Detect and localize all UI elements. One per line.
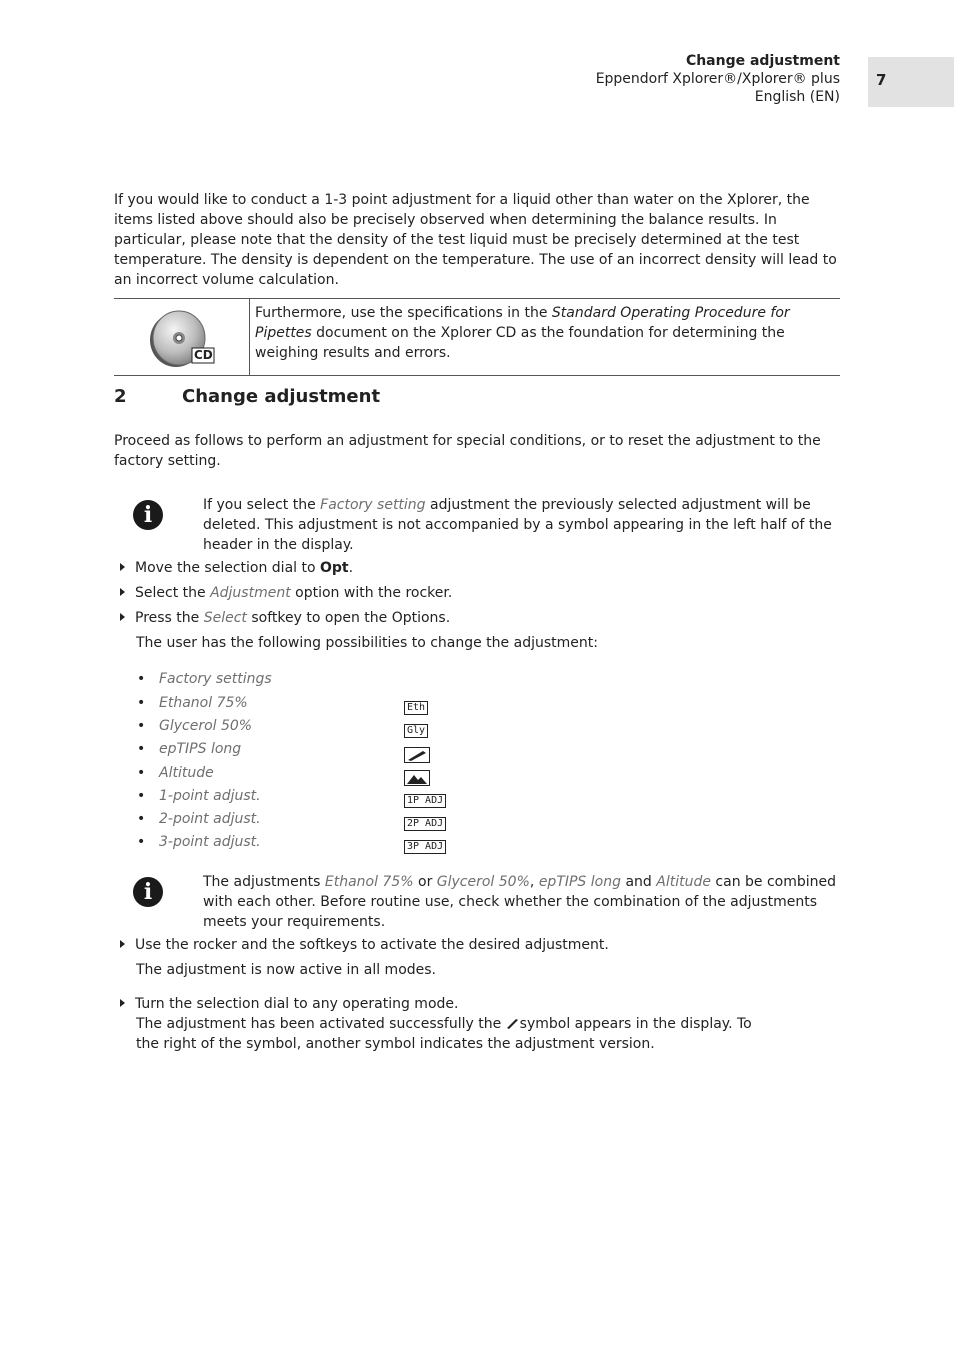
section-title: Change adjustment: [182, 386, 381, 407]
header-section: Change adjustment: [685, 53, 840, 69]
section-number: 2: [114, 386, 127, 407]
step-press-select: Press the Select softkey to open the Options.: [120, 608, 450, 628]
step-arrow-icon: [120, 588, 125, 596]
cd-icon-label: CD: [194, 348, 213, 362]
cd-box-text: Furthermore, use the specifications in the Standard Operating Procedure for Pipettes document on the Xplorer CD as the foundation for determining the weighing results and errors.: [255, 305, 790, 361]
cd-box-divider: [249, 298, 250, 375]
adjustment-pen-icon: [506, 1017, 520, 1029]
ethanol-symbol: Eth: [404, 701, 428, 715]
info-icon: i: [133, 877, 163, 907]
step-move-dial: Move the selection dial to Opt.: [120, 558, 353, 578]
list-item: • 1-point adjust.: [137, 788, 261, 804]
step-arrow-icon: [120, 563, 125, 571]
header-product: Eppendorf Xplorer®/Xplorer® plus: [595, 71, 840, 87]
sop-reference: Standard Operating Procedure for Pipettes: [255, 305, 790, 341]
list-item: • Factory settings: [137, 671, 272, 687]
tip-icon: [404, 747, 430, 763]
glycerol-symbol: Gly: [404, 724, 428, 738]
mountain-icon: [404, 770, 430, 786]
list-item: • Glycerol 50%: [137, 718, 253, 734]
2p-adj-symbol: 2P ADJ: [404, 817, 446, 831]
step-arrow-icon: [120, 999, 125, 1007]
running-header: [596, 52, 840, 106]
intro-paragraph: If you would like to conduct a 1-3 point adjustment for a liquid other than water on the Xplorer, the items listed above should also be precisely observed when determining the balance results. In particular, please note that the density of the test liquid must be precisely determined at the test temperature. The density is dependent on the temperature. The use of an incorrect density will lead to an incorrect volume calculation.: [114, 192, 837, 288]
step-select-adjustment: Select the Adjustment option with the rocker.: [120, 583, 452, 603]
proceed-paragraph: Proceed as follows to perform an adjustment for special conditions, or to reset the adjustment to the factory setting.: [114, 433, 821, 469]
step-arrow-icon: [120, 940, 125, 948]
note-combinations: The adjustments Ethanol 75% or Glycerol 50%, epTIPS long and Altitude can be combined with each other. Before routine use, check whether the combination of the adjustments meets your requirements.: [203, 874, 837, 930]
note-factory-setting: If you select the Factory setting adjustment the previously selected adjustment will be deleted. This adjustment is not accompanied by a symbol appearing in the left half of the header in the display.: [203, 497, 832, 553]
cd-icon: [148, 308, 218, 370]
possibilities-text: The user has the following possibilities to change the adjustment:: [136, 635, 598, 651]
list-item: • Altitude: [137, 765, 214, 781]
info-icon: i: [133, 500, 163, 530]
1p-adj-symbol: 1P ADJ: [404, 794, 446, 808]
cd-box-top-rule: [114, 298, 840, 299]
step-activate-result: The adjustment is now active in all modes.: [136, 962, 437, 978]
step-arrow-icon: [120, 613, 125, 621]
step-turn-dial-result: The adjustment has been activated successfully the symbol appears in the display. To the right of the symbol, another symbol indicates the adjustment version.: [136, 1016, 752, 1052]
list-item: • Ethanol 75%: [137, 695, 248, 711]
cd-box-bottom-rule: [114, 375, 840, 376]
header-language: English (EN): [754, 89, 840, 105]
list-item: • 3-point adjust.: [137, 834, 261, 850]
list-item: • 2-point adjust.: [137, 811, 261, 827]
3p-adj-symbol: 3P ADJ: [404, 840, 446, 854]
step-turn-dial: Turn the selection dial to any operating mode.: [120, 994, 458, 1014]
page-number: 7: [876, 71, 887, 89]
step-activate: Use the rocker and the softkeys to activate the desired adjustment.: [120, 935, 609, 955]
list-item: • epTIPS long: [137, 741, 242, 757]
